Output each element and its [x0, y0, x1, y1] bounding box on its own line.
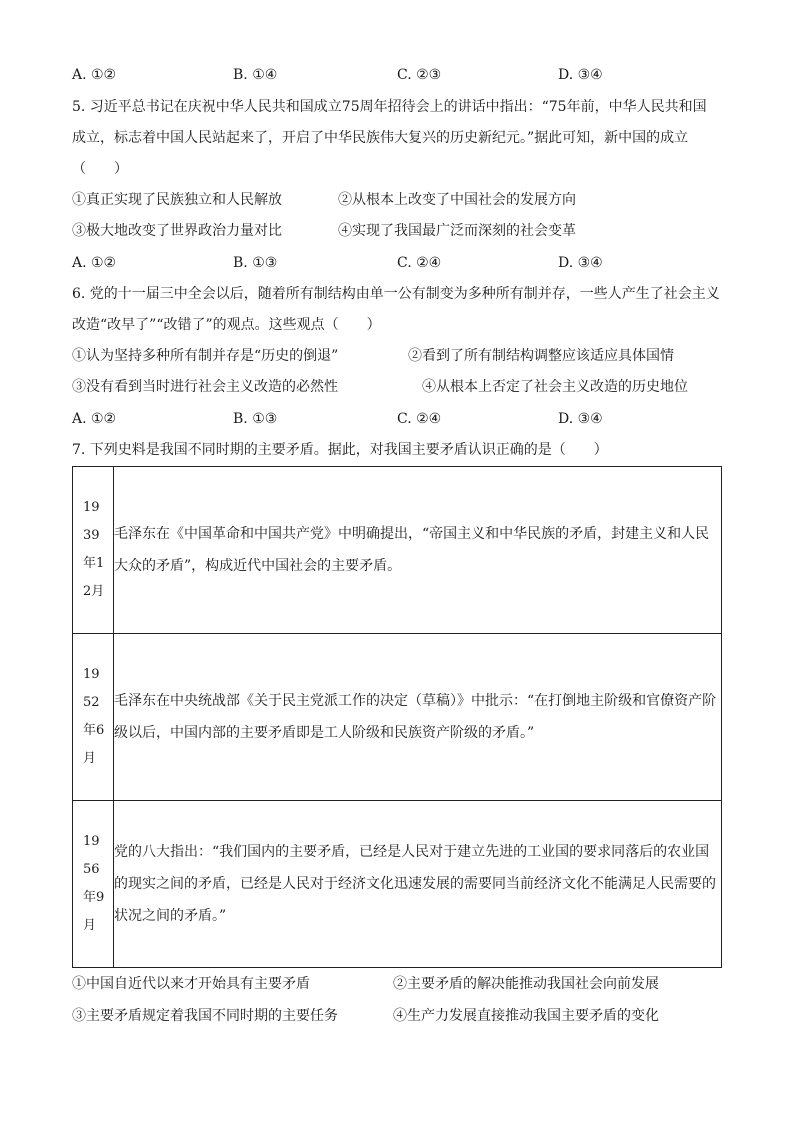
q6-option-b[interactable]: B. ①③ [233, 411, 278, 427]
q7-statement-2: ②主要矛盾的解决能推动我国社会向前发展 [393, 976, 659, 992]
q5-stem-line-2: 成立，标志着中国人民站起来了，开启了中华民族伟大复兴的历史新纪元。”据此可知，新中国的成立 [72, 130, 689, 146]
q6-stem-line-2: 改造“改早了”“改错了”的观点。这些观点（ ） [72, 317, 381, 333]
q6-stem-line-1: 6. 党的十一届三中全会以后，随着所有制结构由单一公有制变为多种所有制并存，一些人产生了社会主义 [72, 286, 720, 302]
q4-option-b[interactable]: B. ①④ [233, 67, 278, 83]
table-year-cell [73, 801, 114, 968]
table-text: 毛泽东在中央统战部《关于民主党派工作的决定（草稿）》中批示：“在打倒地主阶级和官僚资产阶级以后，中国内部的主要矛盾即是工人阶级和民族资产阶级的矛盾。” [114, 693, 717, 741]
q5-option-a[interactable]: A. ①② [72, 255, 117, 271]
table-desc-cell [114, 467, 722, 634]
q7-history-table [72, 466, 722, 968]
q6-statement-1: ①认为坚持多种所有制并存是“历史的倒退” [72, 348, 339, 364]
table-row [73, 467, 722, 634]
q5-statement-2: ②从根本上改变了中国社会的发展方向 [338, 192, 576, 208]
q5-option-c[interactable]: C. ②④ [397, 255, 442, 271]
q6-statement-3: ③没有看到当时进行社会主义改造的必然性 [72, 379, 338, 395]
q5-statement-1: ①真正实现了民族独立和人民解放 [72, 192, 282, 208]
table-row [73, 634, 722, 801]
q6-statement-4: ④从根本上否定了社会主义改造的历史地位 [422, 379, 688, 395]
table-desc-cell [114, 801, 722, 968]
q5-statement-4: ④实现了我国最广泛而深刻的社会变革 [338, 223, 576, 239]
table-year-cell [73, 634, 114, 801]
table-text: 党的八大指出：“我们国内的主要矛盾，已经是人民对于建立先进的工业国的要求同落后的农业国的现实之间的矛盾，已经是人民对于经济文化迅速发展的需要同当前经济文化不能满足人民需要的状况之间的矛盾。” [114, 844, 716, 924]
q7-stem: 7. 下列史料是我国不同时期的主要矛盾。据此，对我国主要矛盾认识正确的是（ ） [72, 442, 608, 458]
q5-option-b[interactable]: B. ①③ [233, 255, 278, 271]
table-year: 1939年12月 [83, 500, 105, 599]
q4-option-a[interactable]: A. ①② [72, 67, 117, 83]
q5-stem-line-1: 5. 习近平总书记在庆祝中华人民共和国成立75周年招待会上的讲话中指出：“75年前，中华人民共和国 [72, 99, 707, 115]
table-text: 毛泽东在《中国革命和中国共产党》中明确提出，“帝国主义和中华民族的矛盾，封建主义和人民大众的矛盾”，构成近代中国社会的主要矛盾。 [114, 526, 710, 574]
q6-option-c[interactable]: C. ②④ [397, 411, 442, 427]
table-year: 1952年6月 [83, 667, 105, 766]
q7-statement-4: ④生产力发展直接推动我国主要矛盾的变化 [393, 1008, 659, 1024]
table-year-cell [73, 467, 114, 634]
q4-option-d[interactable]: D. ③④ [558, 67, 603, 83]
q6-option-d[interactable]: D. ③④ [558, 411, 603, 427]
q5-option-d[interactable]: D. ③④ [558, 255, 603, 271]
table-year: 1956年9月 [83, 834, 105, 933]
q7-statement-1: ①中国自近代以来才开始具有主要矛盾 [72, 976, 310, 992]
q5-statement-3: ③极大地改变了世界政治力量对比 [72, 223, 282, 239]
table-row [73, 801, 722, 968]
q4-option-c[interactable]: C. ②③ [397, 67, 442, 83]
q5-answer-blank: （ ） [72, 161, 128, 177]
table-desc-cell [114, 634, 722, 801]
q7-statement-3: ③主要矛盾规定着我国不同时期的主要任务 [72, 1008, 338, 1024]
q6-option-a[interactable]: A. ①② [72, 411, 117, 427]
q6-statement-2: ②看到了所有制结构调整应该适应具体国情 [408, 348, 674, 364]
